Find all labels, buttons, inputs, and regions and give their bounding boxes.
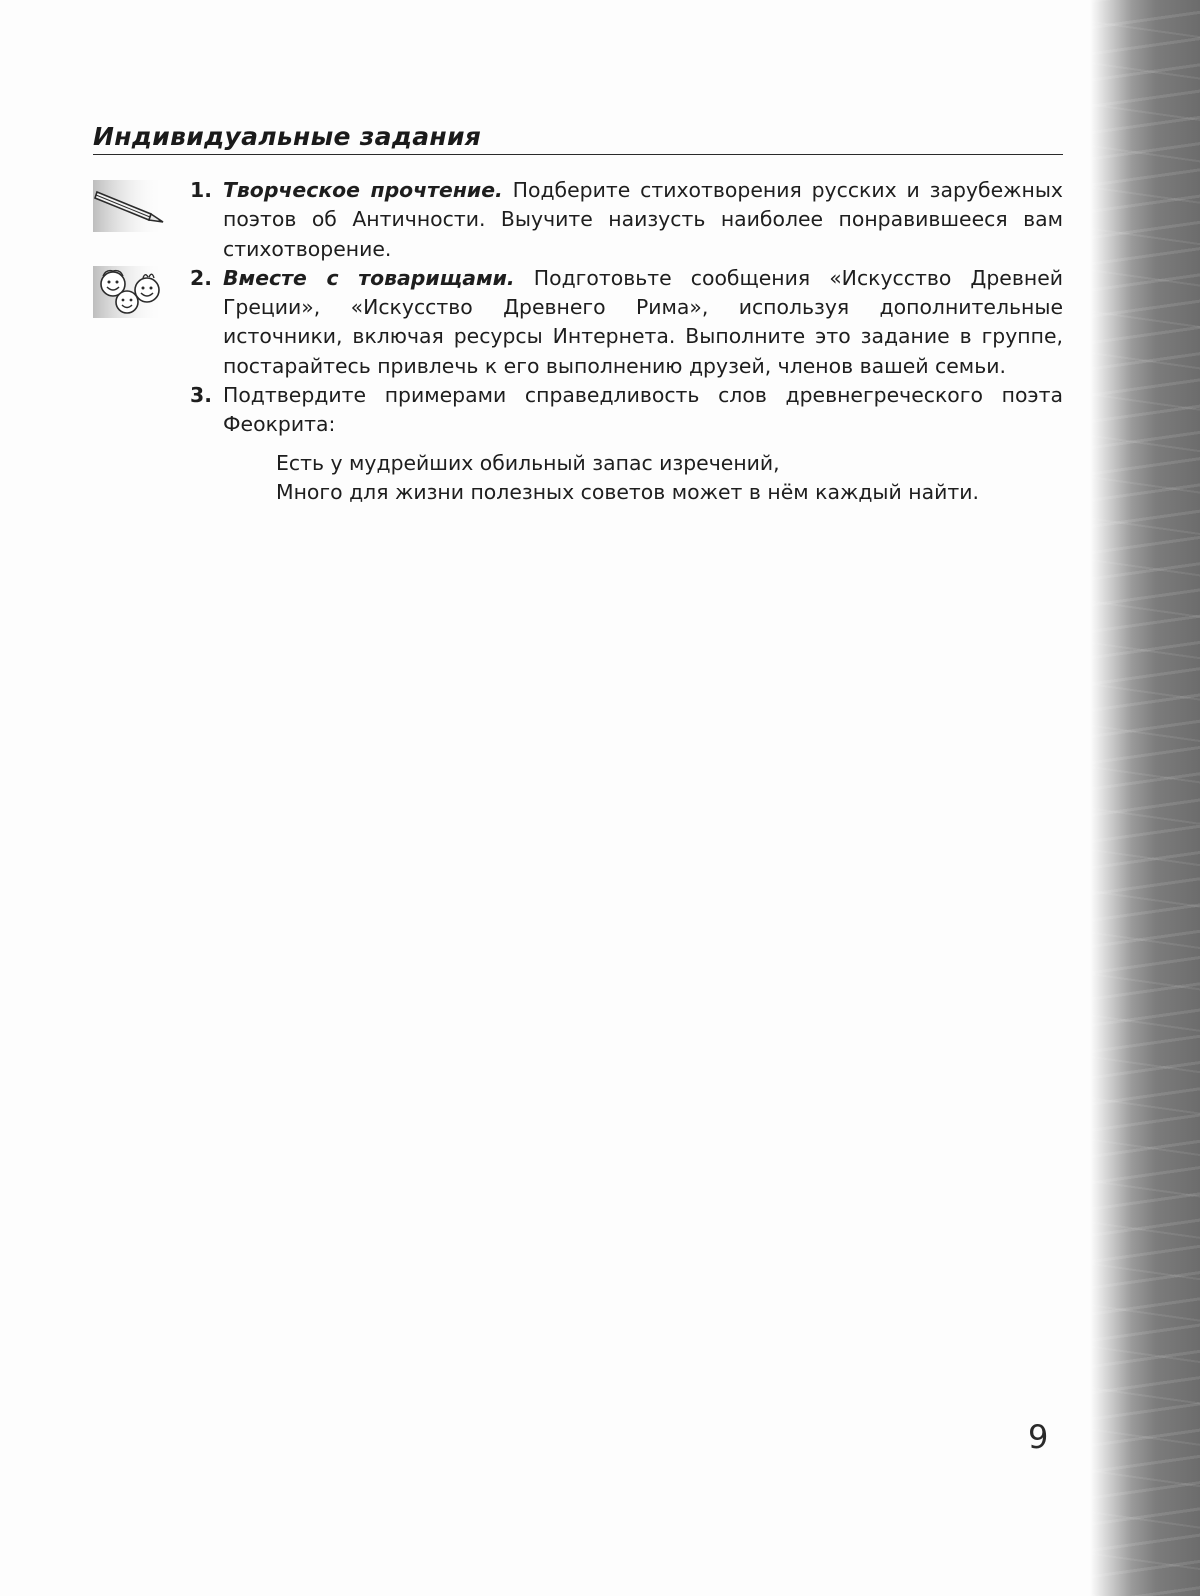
quote-line: Есть у мудрейших обильный запас изречений, xyxy=(276,451,780,475)
task-lead: Вместе с товарищами. xyxy=(223,265,515,290)
handwriting-margin-decoration xyxy=(1090,0,1200,1596)
section-heading: Индивидуальные задания xyxy=(93,122,1063,155)
task-item xyxy=(190,381,1063,440)
task-list xyxy=(190,176,1063,440)
task-text: Подтвердите примерами справедливость слов древнегреческого поэта Феокрита: xyxy=(223,383,1063,437)
pencil-icon xyxy=(93,180,165,232)
task-item xyxy=(190,264,1063,381)
task-item xyxy=(190,176,1063,264)
children-faces-icon xyxy=(93,266,165,318)
quote-line: Много для жизни полезных советов может в нём каждый найти. xyxy=(276,480,979,505)
page-number: 9 xyxy=(1028,1418,1049,1456)
task-number: 2. xyxy=(190,265,212,290)
task-text: Подготовьте сообщения «Искусство Древней Греции», «Искусство Древнего Рима», используя дополнительные источники, включая ресурсы Интернета. Выполните это задание в группе, постарайтесь привлечь к его выполнению друзей, членов вашей семьи. xyxy=(223,265,1063,378)
poem-quote xyxy=(276,449,1056,508)
task-number: 3. xyxy=(190,383,212,408)
task-lead: Творческое прочтение. xyxy=(223,178,503,202)
task-text: Подберите стихотворения русских и зарубежных поэтов об Античности. Выучите наизусть наиболее понравившееся вам стихотворение. xyxy=(223,178,1063,261)
task-number: 1. xyxy=(190,178,212,202)
